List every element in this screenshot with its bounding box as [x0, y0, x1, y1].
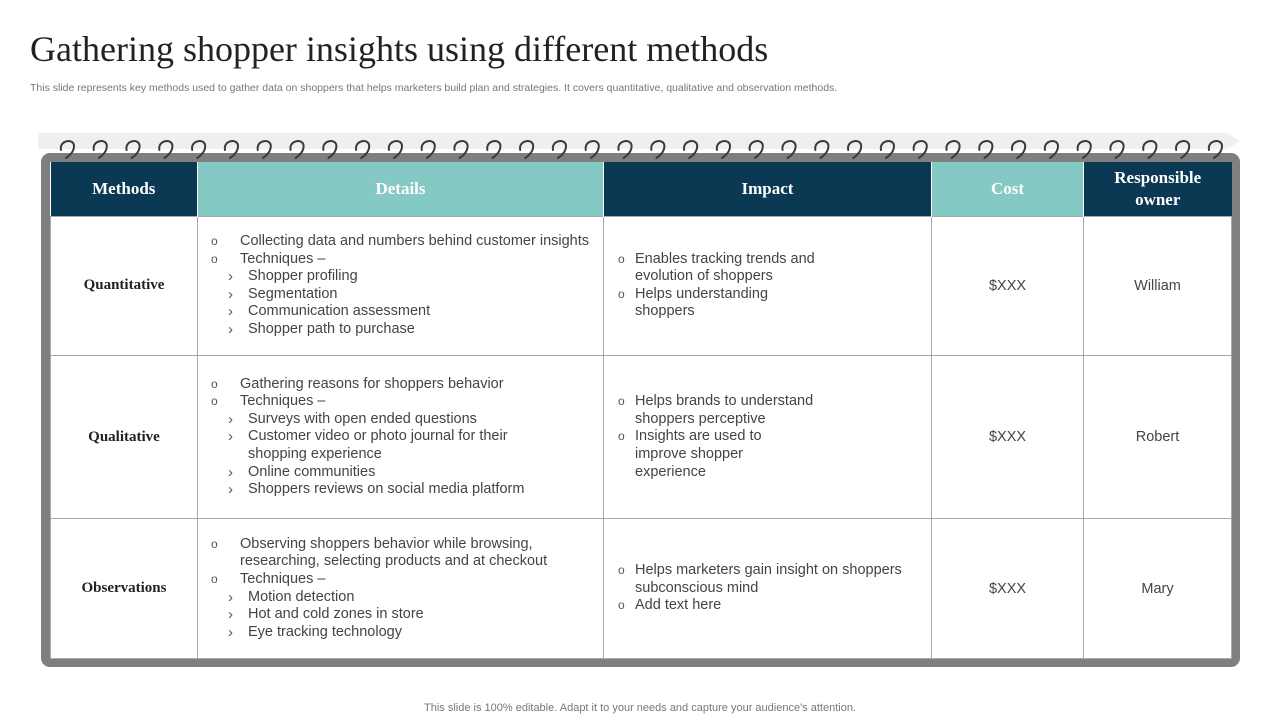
details-cell [198, 356, 604, 519]
techniques-item [240, 393, 595, 499]
binder-ring [422, 141, 435, 158]
technique-item: › Shopper profiling [248, 268, 595, 286]
binder-ring [192, 141, 205, 158]
details-cell [198, 216, 604, 356]
technique-item: › Surveys with open ended questions [248, 411, 525, 429]
table-row [51, 356, 1232, 519]
techniques-label: Techniques – [240, 570, 326, 587]
header-impact: Impact [604, 162, 932, 216]
binder-ring [520, 141, 533, 158]
technique-item: › Customer video or photo journal for their shopping experience [248, 428, 525, 463]
binder-ring [1143, 141, 1156, 158]
impact-point: o Helps marketers gain insight on shoppers subconscious mind [635, 562, 923, 597]
techniques-item [240, 251, 595, 339]
binder-ring [1078, 141, 1091, 158]
header-cost: Cost [932, 162, 1084, 216]
binder-ring [717, 141, 730, 158]
method-cell: Quantitative [51, 216, 198, 356]
binder-ring [848, 141, 861, 158]
method-cell: Observations [51, 519, 198, 659]
binder-ring [553, 141, 566, 158]
details-point: o Collecting data and numbers behind customer insights [240, 233, 595, 251]
binder-ring [1012, 141, 1025, 158]
details-point: o Gathering reasons for shoppers behavior [240, 376, 595, 394]
binder-ring [979, 141, 992, 158]
impact-point: o Insights are used to improve shopper experience [635, 428, 816, 481]
impact-cell [604, 216, 932, 356]
technique-item: › Communication assessment [248, 303, 595, 321]
slide-title: Gathering shopper insights using different methods [30, 29, 769, 69]
binder-ring [126, 141, 139, 158]
binder-ring [389, 141, 402, 158]
slide-subtitle: This slide represents key methods used to gather data on shoppers that helps marketers build plan and strategies. It covers quantitative, qualitative and observation methods. [30, 82, 838, 94]
binder-ring [323, 141, 336, 158]
technique-item: › Segmentation [248, 286, 595, 304]
binder-ring [1209, 141, 1222, 158]
header-methods: Methods [51, 162, 198, 216]
header-owner [1084, 162, 1232, 216]
binder-ring [290, 141, 303, 158]
details-cell [198, 519, 604, 659]
binder-ring [750, 141, 763, 158]
methods-table [50, 162, 1232, 659]
owner-cell: William [1084, 216, 1232, 356]
binder-ring [881, 141, 894, 158]
binder-ring [356, 141, 369, 158]
technique-item: › Eye tracking technology [248, 624, 595, 642]
technique-item: › Shopper path to purchase [248, 321, 595, 339]
technique-item: › Online communities [248, 464, 525, 482]
cost-cell: $XXX [932, 356, 1084, 519]
binder-ring [487, 141, 500, 158]
binder-ring [586, 141, 599, 158]
impact-point: o Helps understanding shoppers [635, 286, 816, 321]
owner-cell: Mary [1084, 519, 1232, 659]
table-header-row [51, 162, 1232, 216]
technique-item: › Motion detection [248, 589, 595, 607]
binder-ring [1176, 141, 1189, 158]
binder-ring [1110, 141, 1123, 158]
cost-cell: $XXX [932, 216, 1084, 356]
binder-ring [684, 141, 697, 158]
binder-ring [61, 141, 74, 158]
binder-ring [225, 141, 238, 158]
binder-ring [94, 141, 107, 158]
impact-cell [604, 519, 932, 659]
header-details: Details [198, 162, 604, 216]
impact-cell [604, 356, 932, 519]
binder-ring [914, 141, 927, 158]
impact-point: o Add text here [635, 597, 923, 615]
binder-ring [651, 141, 664, 158]
techniques-label: Techniques – [240, 393, 326, 410]
technique-item: › Shoppers reviews on social media platform [248, 481, 525, 499]
binder-ring [258, 141, 271, 158]
technique-item: › Hot and cold zones in store [248, 606, 595, 624]
table-row [51, 216, 1232, 356]
impact-point: o Helps brands to understand shoppers perceptive [635, 393, 816, 428]
details-point: o Observing shoppers behavior while browsing, researching, selecting products and at checkout [240, 536, 595, 571]
techniques-label: Techniques – [240, 250, 326, 267]
binder-ring [159, 141, 172, 158]
binder-ring [782, 141, 795, 158]
binder-ring [618, 141, 631, 158]
header-owner-label: Responsible owner [1114, 167, 1202, 209]
cost-cell: $XXX [932, 519, 1084, 659]
binder-ring [1045, 141, 1058, 158]
binder-ring [454, 141, 467, 158]
techniques-item [240, 571, 595, 641]
slide-footer: This slide is 100% editable. Adapt it to your needs and capture your audience's attention. [424, 702, 856, 714]
method-cell: Qualitative [51, 356, 198, 519]
table-row [51, 519, 1232, 659]
impact-point: o Enables tracking trends and evolution of shoppers [635, 251, 816, 286]
owner-cell: Robert [1084, 356, 1232, 519]
binder-ring [815, 141, 828, 158]
spiral-rings-decoration [38, 134, 1240, 164]
binder-ring [946, 141, 959, 158]
